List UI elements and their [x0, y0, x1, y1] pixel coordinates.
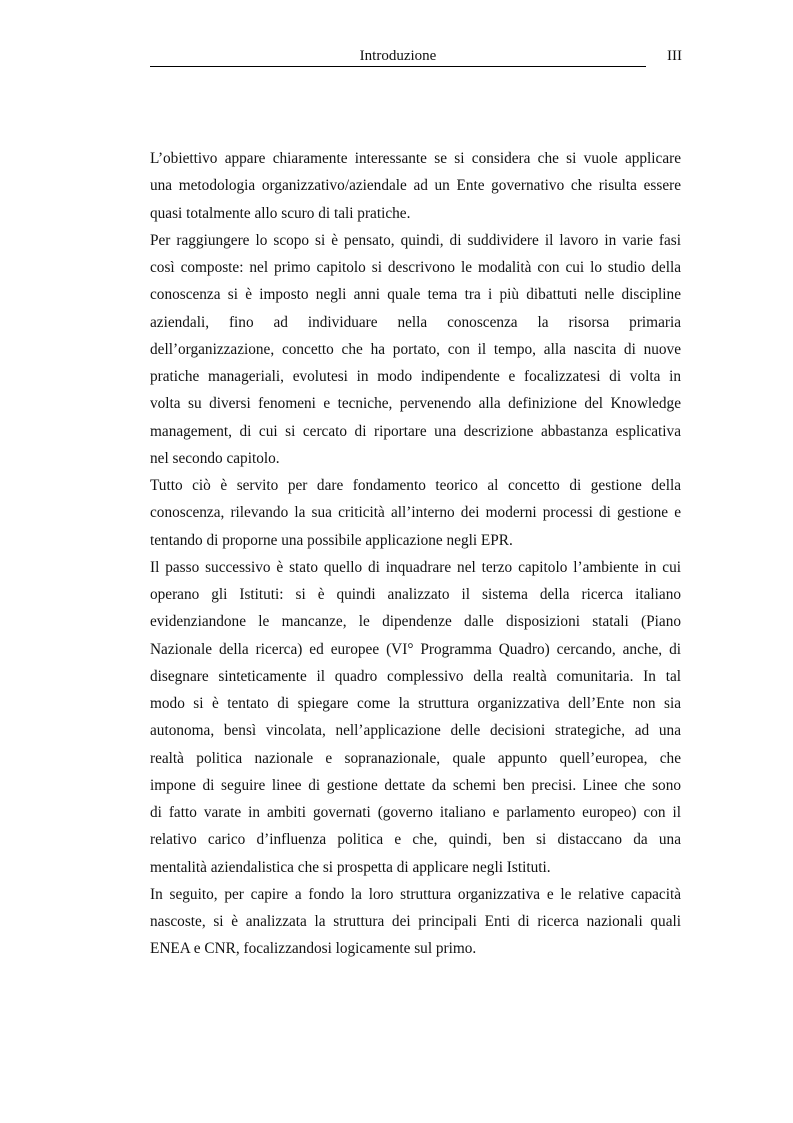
text-line: ENEA e CNR, focalizzandosi logicamente sul primo.	[150, 940, 477, 958]
running-title: Introduzione	[359, 48, 437, 64]
page-header	[150, 47, 682, 69]
text-line: management, di cui si cercato di riportare una descrizione abbastanza esplicativa	[150, 422, 681, 440]
text-line: evidenziandone le mancanze, le dipendenze dalle disposizioni statali (Piano	[150, 613, 681, 631]
text-line: tentando di proporne una possibile applicazione negli EPR.	[150, 531, 513, 549]
text-line: una metodologia organizzativo/aziendale ad un Ente governativo che risulta essere	[150, 177, 681, 195]
text-line: nascoste, si è analizzata la struttura dei principali Enti di ricerca nazionali quali	[150, 913, 681, 930]
text-line: Per raggiungere lo scopo si è pensato, quindi, di suddividere il lavoro in varie fasi	[150, 231, 681, 249]
text-line: pratiche manageriali, evolutesi in modo indipendente e focalizzatesi di volta in	[150, 368, 681, 385]
header-rule	[150, 66, 646, 67]
text-line: conoscenza si è imposto negli anni quale tema tra i più dibattuti nelle discipline	[150, 286, 681, 304]
text-line: impone di seguire linee di gestione dettate da schemi ben precisi. Linee che sono	[150, 776, 681, 794]
text-line: L’obiettivo appare chiaramente interessante se si considera che si vuole applicare	[150, 150, 681, 167]
text-line: volta su diversi fenomeni e tecniche, pervenendo alla definizione del Knowledge	[150, 395, 681, 413]
text-line: Il passo successivo è stato quello di inquadrare nel terzo capitolo l’ambiente in cui	[150, 558, 681, 576]
text-line: autonoma, bensì vincolata, nell’applicazione delle decisioni strategiche, ad una	[150, 722, 681, 740]
body-text	[150, 145, 681, 963]
text-line: operano gli Istituti: si è quindi analizzato il sistema della ricerca italiano	[150, 586, 681, 603]
text-line: disegnare sinteticamente il quadro complessivo della realtà comunitaria. In tal	[150, 667, 681, 685]
text-line: mentalità aziendalistica che si prospetta di applicare negli Istituti.	[150, 858, 551, 876]
text-line: In seguito, per capire a fondo la loro struttura organizzativa e le relative capacità	[150, 885, 681, 903]
text-line: Nazionale della ricerca) ed europee (VI° Programma Quadro) cercando, anche, di	[150, 640, 681, 658]
text-line: dell’organizzazione, concetto che ha portato, con il tempo, alla nascita di nuove	[150, 340, 681, 358]
text-line: conoscenza, rilevando la sua criticità all’interno dei moderni processi di gestione e	[150, 504, 681, 522]
text-line: di fatto varate in ambiti governati (governo italiano e parlamento europeo) con il	[150, 804, 681, 821]
text-line: quasi totalmente allo scuro di tali pratiche.	[150, 204, 411, 222]
page-number: III	[667, 48, 682, 64]
text-line: Tutto ciò è servito per dare fondamento teorico al concetto di gestione della	[150, 477, 681, 494]
text-line: nel secondo capitolo.	[150, 449, 280, 467]
text-line: modo si è tentato di spiegare come la struttura organizzativa dell’Ente non sia	[150, 695, 681, 712]
text-line: relativo carico d’influenza politica e che, quindi, ben si distaccano da una	[150, 831, 681, 849]
text-line: realtà politica nazionale e sopranazionale, quale appunto quell’europea, che	[150, 749, 681, 767]
text-line: così composte: nel primo capitolo si descrivono le modalità con cui lo studio della	[150, 259, 681, 276]
text-line: aziendali, fino ad individuare nella conoscenza la risorsa primaria	[150, 313, 681, 331]
